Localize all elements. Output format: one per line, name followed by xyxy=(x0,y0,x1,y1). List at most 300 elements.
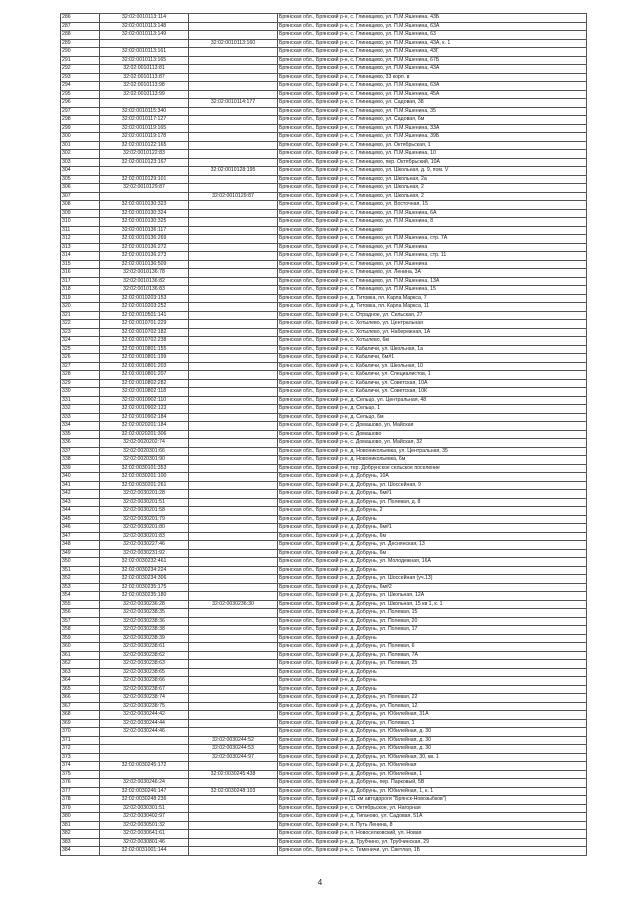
address: Брянская обл., Брянский р-н, д. Добрунь, ул. Полевая, 1 xyxy=(278,719,587,728)
cadastral-number: 32:02:0030245:172 xyxy=(100,762,189,771)
address: Брянская обл., Брянский р-н, с. Домашово, ул. Майская xyxy=(278,422,587,431)
row-number: 370 xyxy=(61,728,100,737)
address: Брянская обл., Брянский р-н, д. Добрунь, ул. Юбилейная, 1 xyxy=(278,770,587,779)
parent-cadastral-number xyxy=(189,294,278,303)
cadastral-number: 32:02:0010113:87 xyxy=(100,73,189,82)
parent-cadastral-number xyxy=(189,269,278,278)
address: Брянская обл., Брянский р-н, с. Глинищево, ул. П.М.Яшенина, 43А, к. 1 xyxy=(278,39,587,48)
cadastral-number: 32:02:0010136:78 xyxy=(100,269,189,278)
address: Брянская обл., Брянский р-н, д. Новоникольевка, 6м xyxy=(278,456,587,465)
cadastral-number: 32:02:0010113:98 xyxy=(100,82,189,91)
row-number: 332 xyxy=(61,405,100,414)
parent-cadastral-number xyxy=(189,82,278,91)
row-number: 304 xyxy=(61,167,100,176)
cadastral-number xyxy=(100,770,189,779)
parent-cadastral-number xyxy=(189,337,278,346)
address: Брянская обл., Брянский р-н, д. Добрунь, ул. Полевая, 25 xyxy=(278,660,587,669)
row-number: 299 xyxy=(61,124,100,133)
row-number: 329 xyxy=(61,379,100,388)
cadastral-number: 32:02:0030235:180 xyxy=(100,592,189,601)
table-row xyxy=(61,609,587,618)
row-number: 326 xyxy=(61,354,100,363)
address: Брянская обл., Брянский р-н, с. Глинищево, ул. Школьная, 2 xyxy=(278,192,587,201)
table-row xyxy=(61,736,587,745)
table-row xyxy=(61,90,587,99)
address: Брянская обл., Брянский р-н, с. Кабаличи, ул. Специалистов, 1 xyxy=(278,371,587,380)
table-row xyxy=(61,830,587,839)
cadastral-number: 32:02:0030238:39 xyxy=(100,634,189,643)
cadastral-number: 32:02:0010122:165 xyxy=(100,141,189,150)
table-row xyxy=(61,617,587,626)
row-number: 378 xyxy=(61,796,100,805)
table-row xyxy=(61,515,587,524)
cadastral-number: 32:02:0030201:100 xyxy=(100,473,189,482)
address: Брянская обл., Брянский р-н, с. Кабаличи, ул. Советская, 10К xyxy=(278,388,587,397)
address: Брянская обл., Брянский р-н, с. Глинищево, ул. П.М.Яшенина, 43Г xyxy=(278,48,587,57)
document-page xyxy=(60,13,580,856)
row-number: 288 xyxy=(61,31,100,40)
row-number: 331 xyxy=(61,396,100,405)
table-row xyxy=(61,413,587,422)
parent-cadastral-number xyxy=(189,413,278,422)
cadastral-number: 32:02:0030238:35 xyxy=(100,609,189,618)
address: Брянская обл., Брянский р-н, д. Добрунь, ул. Юбилейная, д. 30 xyxy=(278,745,587,754)
cadastral-number: 32:02:0010701:229 xyxy=(100,320,189,329)
table-row xyxy=(61,566,587,575)
row-number: 333 xyxy=(61,413,100,422)
row-number: 290 xyxy=(61,48,100,57)
address: Брянская обл., Брянский р-н, с. Глинищево, ул. Школьная, 2а xyxy=(278,175,587,184)
address: Брянская обл., Брянский р-н, с. Глинищево, ул. П.М.Яшенина, 39Б xyxy=(278,133,587,142)
cadastral-number: 32:02:0010123:167 xyxy=(100,158,189,167)
table-row xyxy=(61,558,587,567)
address: Брянская обл., Брянский р-н, с. Глинищево, ул. Школьная, д. 9, пом. V xyxy=(278,167,587,176)
row-number: 377 xyxy=(61,787,100,796)
row-number: 323 xyxy=(61,328,100,337)
row-number: 356 xyxy=(61,609,100,618)
cadastral-number: 32:02:0010113:81 xyxy=(100,65,189,74)
row-number: 306 xyxy=(61,184,100,193)
table-row xyxy=(61,498,587,507)
cadastral-number: 32:02:0030236:28 xyxy=(100,600,189,609)
row-number: 293 xyxy=(61,73,100,82)
parent-cadastral-number xyxy=(189,702,278,711)
parent-cadastral-number: 32:02:0010128:195 xyxy=(189,167,278,176)
parent-cadastral-number xyxy=(189,150,278,159)
parent-cadastral-number xyxy=(189,133,278,142)
address: Брянская обл., Брянский р-н, с. Глинищево, ул. П.М.Яшенина, 35 xyxy=(278,107,587,116)
parent-cadastral-number xyxy=(189,252,278,261)
cadastral-number: 32:02:0030402:97 xyxy=(100,813,189,822)
row-number: 369 xyxy=(61,719,100,728)
parent-cadastral-number xyxy=(189,617,278,626)
cadastral-number xyxy=(100,167,189,176)
table-row xyxy=(61,728,587,737)
parent-cadastral-number xyxy=(189,116,278,125)
cadastral-number: 32:02:0030238:74 xyxy=(100,694,189,703)
row-number: 296 xyxy=(61,99,100,108)
address: Брянская обл., Брянский р-н, с. Хотылево, ул. Набережная, 1А xyxy=(278,328,587,337)
cadastral-number: 32:02:0010203:252 xyxy=(100,303,189,312)
address: Брянская обл., Брянский р-н, с. Глинищево, ул. П.М.Яшенина, 10 xyxy=(278,150,587,159)
parent-cadastral-number: 32:02:0030248:103 xyxy=(189,787,278,796)
table-row xyxy=(61,430,587,439)
parent-cadastral-number xyxy=(189,73,278,82)
parent-cadastral-number xyxy=(189,14,278,23)
address: Брянская обл., Брянский р-н, д. Добрунь xyxy=(278,677,587,686)
address: Брянская обл., Брянский р-н, д. Добрунь, 2 xyxy=(278,507,587,516)
parent-cadastral-number xyxy=(189,685,278,694)
row-number: 327 xyxy=(61,362,100,371)
parent-cadastral-number xyxy=(189,345,278,354)
cadastral-number: 32:02:0010801:207 xyxy=(100,371,189,380)
parent-cadastral-number xyxy=(189,456,278,465)
cadastral-number: 32:02:0030201:51 xyxy=(100,498,189,507)
address: Брянская обл., Брянский р-н, с. Глинищево, ул. П.М.Яшенина xyxy=(278,260,587,269)
address: Брянская обл., Брянский р-н, п. Новоселковский, ул. Новая xyxy=(278,830,587,839)
cadastral-number: 32:02:0030234:224 xyxy=(100,566,189,575)
address: Брянская обл., Брянский р-н, д. Новоникольевка, ул. Центральная, 35 xyxy=(278,447,587,456)
row-number: 381 xyxy=(61,821,100,830)
address: Брянская обл., Брянский р-н, д. Добрунь xyxy=(278,668,587,677)
table-row xyxy=(61,371,587,380)
address: Брянская обл., Брянский р-н, с. Глинищево, ул. П.М.Яшенина, 8 xyxy=(278,218,587,227)
row-number: 318 xyxy=(61,286,100,295)
address: Брянская обл., Брянский р-н, д. Добрунь, ул. Полевая, 6 xyxy=(278,643,587,652)
row-number: 373 xyxy=(61,753,100,762)
parent-cadastral-number xyxy=(189,328,278,337)
parent-cadastral-number xyxy=(189,541,278,550)
row-number: 361 xyxy=(61,651,100,660)
address: Брянская обл., Брянский р-н, с. Глинищево, ул. П.М.Яшенина, 15 xyxy=(278,286,587,295)
row-number: 292 xyxy=(61,65,100,74)
parent-cadastral-number xyxy=(189,796,278,805)
parent-cadastral-number xyxy=(189,515,278,524)
cadastral-number: 32:02:0020301:90 xyxy=(100,456,189,465)
cadastral-number: 32:02:0010902:123 xyxy=(100,405,189,414)
table-row xyxy=(61,124,587,133)
row-number: 384 xyxy=(61,847,100,856)
parent-cadastral-number xyxy=(189,388,278,397)
address: Брянская обл., Брянский р-н, д. Добрунь, ул. Школьная, 12А xyxy=(278,592,587,601)
row-number: 363 xyxy=(61,668,100,677)
cadastral-number: 32:02:0030248:236 xyxy=(100,796,189,805)
table-row xyxy=(61,813,587,822)
parent-cadastral-number xyxy=(189,583,278,592)
cadastral-number: 32:02:0010136:82 xyxy=(100,277,189,286)
cadastral-number: 32:02:0030234:306 xyxy=(100,575,189,584)
object-table xyxy=(60,13,587,856)
row-number: 322 xyxy=(61,320,100,329)
table-row xyxy=(61,73,587,82)
parent-cadastral-number xyxy=(189,218,278,227)
table-row xyxy=(61,116,587,125)
cadastral-number: 32:02:0030238:63 xyxy=(100,660,189,669)
row-number: 294 xyxy=(61,82,100,91)
table-row xyxy=(61,677,587,686)
table-row xyxy=(61,847,587,856)
cadastral-number: 32:02:0030232:461 xyxy=(100,558,189,567)
row-number: 328 xyxy=(61,371,100,380)
parent-cadastral-number xyxy=(189,405,278,414)
parent-cadastral-number xyxy=(189,184,278,193)
parent-cadastral-number xyxy=(189,490,278,499)
table-row xyxy=(61,14,587,23)
address: Брянская обл., Брянский р-н, п. Путь Ленина, 8 xyxy=(278,821,587,830)
table-row xyxy=(61,226,587,235)
address: Брянская обл., Брянский р-н, с. Глинищево xyxy=(278,226,587,235)
row-number: 316 xyxy=(61,269,100,278)
address: Брянская обл., Брянский р-н, д. Добрунь, ул. Шоссейная, 9 xyxy=(278,481,587,490)
row-number: 343 xyxy=(61,498,100,507)
parent-cadastral-number xyxy=(189,107,278,116)
cadastral-number: 32:02:0030238:62 xyxy=(100,651,189,660)
address: Брянская обл., Брянский р-н, д. Титовка, пл. Карла Маркса, 7 xyxy=(278,294,587,303)
table-row xyxy=(61,685,587,694)
cadastral-number: 32:02:0030238:75 xyxy=(100,702,189,711)
table-row xyxy=(61,201,587,210)
cadastral-number: 32:02:0030246:24 xyxy=(100,779,189,788)
row-number: 358 xyxy=(61,626,100,635)
address: Брянская обл., Брянский р-н (11 км автодороги "Брянск-Новозыбков") xyxy=(278,796,587,805)
parent-cadastral-number xyxy=(189,719,278,728)
table-row xyxy=(61,532,587,541)
table-row xyxy=(61,396,587,405)
row-number: 336 xyxy=(61,439,100,448)
row-number: 362 xyxy=(61,660,100,669)
address: Брянская обл., Брянский р-н, д. Добрунь, 6м#2 xyxy=(278,583,587,592)
parent-cadastral-number xyxy=(189,660,278,669)
parent-cadastral-number xyxy=(189,235,278,244)
table-row xyxy=(61,592,587,601)
table-row xyxy=(61,362,587,371)
address: Брянская обл., Брянский р-н, с. Домашово xyxy=(278,430,587,439)
address: Брянская обл., Брянский р-н, д. Добрунь, ул. Полевая, 20 xyxy=(278,617,587,626)
address: Брянская обл., Брянский р-н, д. Добрунь, ул. Полевая, 17 xyxy=(278,626,587,635)
cadastral-number: 32:02:0030238:65 xyxy=(100,668,189,677)
parent-cadastral-number xyxy=(189,362,278,371)
cadastral-number: 32:02:0030501:32 xyxy=(100,821,189,830)
parent-cadastral-number xyxy=(189,141,278,150)
address: Брянская обл., Брянский р-н, с. Кабаличи, ул. Школьная, 10 xyxy=(278,362,587,371)
parent-cadastral-number xyxy=(189,396,278,405)
table-row xyxy=(61,345,587,354)
cadastral-number: 32:02:0030235:175 xyxy=(100,583,189,592)
address: Брянская обл., Брянский р-н, с. Глинищево, ул. П.М.Яшенина, 33А xyxy=(278,124,587,133)
table-row xyxy=(61,838,587,847)
parent-cadastral-number xyxy=(189,838,278,847)
table-row xyxy=(61,464,587,473)
parent-cadastral-number: 32:02:0030236:30 xyxy=(189,600,278,609)
cadastral-number: 32:02:0010113:161 xyxy=(100,48,189,57)
page-number: 4 xyxy=(317,878,323,887)
address: Брянская обл., Брянский р-н, д. Добрунь, ул. Полевая, 15 xyxy=(278,609,587,618)
parent-cadastral-number xyxy=(189,430,278,439)
table-row xyxy=(61,651,587,660)
parent-cadastral-number xyxy=(189,668,278,677)
address: Брянская обл., Брянский р-н, д. Сельцо, 6м xyxy=(278,413,587,422)
table-row xyxy=(61,456,587,465)
address: Брянская обл., Брянский р-н, с. Глинищево, ул. П.М.Яшенина xyxy=(278,243,587,252)
table-row xyxy=(61,286,587,295)
address: Брянская обл., Брянский р-н, д. Добрунь, ул. Полевая, 22 xyxy=(278,694,587,703)
cadastral-number: 32:02:0020301:66 xyxy=(100,447,189,456)
address: Брянская обл., Брянский р-н, д. Добрунь, 6м xyxy=(278,549,587,558)
cadastral-number: 32:02:0010702:238 xyxy=(100,337,189,346)
row-number: 338 xyxy=(61,456,100,465)
cadastral-number: 32:02:0010113:114 xyxy=(100,14,189,23)
address: Брянская обл., Брянский р-н, с. Глинищево, ул. П.М.Яшенина, 13А xyxy=(278,277,587,286)
cadastral-number: 32:02:0030201:80 xyxy=(100,524,189,533)
address: Брянская обл., Брянский р-н, с. Глинищево, ул. Ленина, 3А xyxy=(278,269,587,278)
address: Брянская обл., Брянский р-н, с. Глинищево, ул. Октябрьская, 1 xyxy=(278,141,587,150)
parent-cadastral-number xyxy=(189,549,278,558)
table-row xyxy=(61,524,587,533)
parent-cadastral-number xyxy=(189,48,278,57)
cadastral-number: 32:02:0030238:38 xyxy=(100,626,189,635)
table-row xyxy=(61,303,587,312)
address: Брянская обл., Брянский р-н, с. Глинищево, ул. Садовая, 38 xyxy=(278,99,587,108)
cadastral-number: 32:02:0020201:306 xyxy=(100,430,189,439)
parent-cadastral-number xyxy=(189,277,278,286)
address: Брянская обл., Брянский р-н, тер. Добрунское сельское поселение xyxy=(278,464,587,473)
table-row xyxy=(61,39,587,48)
cadastral-number: 32:02:0010136:273 xyxy=(100,252,189,261)
table-row xyxy=(61,481,587,490)
cadastral-number xyxy=(100,736,189,745)
address: Брянская обл., Брянский р-н, д. Добрунь, ул. Шоссейная (уч.13) xyxy=(278,575,587,584)
row-number: 376 xyxy=(61,779,100,788)
cadastral-number: 32:02:0010702:182 xyxy=(100,328,189,337)
table-row xyxy=(61,575,587,584)
parent-cadastral-number xyxy=(189,779,278,788)
row-number: 355 xyxy=(61,600,100,609)
address: Брянская обл., Брянский р-н, д. Добрунь, ул. Юбилейная, 1, к. 1 xyxy=(278,787,587,796)
cadastral-number: 32:02:0020202:74 xyxy=(100,439,189,448)
row-number: 298 xyxy=(61,116,100,125)
table-row xyxy=(61,634,587,643)
parent-cadastral-number xyxy=(189,379,278,388)
row-number: 353 xyxy=(61,583,100,592)
cadastral-number: 32:02:0010801:203 xyxy=(100,362,189,371)
row-number: 287 xyxy=(61,22,100,31)
table-row xyxy=(61,702,587,711)
cadastral-number xyxy=(100,745,189,754)
table-row xyxy=(61,48,587,57)
cadastral-number: 32:02:0030238:61 xyxy=(100,643,189,652)
row-number: 351 xyxy=(61,566,100,575)
parent-cadastral-number xyxy=(189,447,278,456)
row-number: 315 xyxy=(61,260,100,269)
table-row xyxy=(61,719,587,728)
parent-cadastral-number xyxy=(189,804,278,813)
cadastral-number: 32:02:0030801:46 xyxy=(100,838,189,847)
parent-cadastral-number xyxy=(189,532,278,541)
address: Брянская обл., Брянский р-н, д. Добрунь, ул. Молодежная, 16А xyxy=(278,558,587,567)
row-number: 317 xyxy=(61,277,100,286)
cadastral-number: 32:02:0010501:141 xyxy=(100,311,189,320)
table-row xyxy=(61,422,587,431)
table-row xyxy=(61,218,587,227)
address: Брянская обл., Брянский р-н, д. Добрунь, 6м#1 xyxy=(278,490,587,499)
cadastral-number: 32:02:0030201:261 xyxy=(100,481,189,490)
table-row xyxy=(61,31,587,40)
cadastral-number: 32:02:0010136:272 xyxy=(100,243,189,252)
address: Брянская обл., Брянский р-н, с. Глинищево, ул. П.М.Яшенина, стр. 11 xyxy=(278,252,587,261)
table-row xyxy=(61,379,587,388)
address: Брянская обл., Брянский р-н, д. Сельцо, 1 xyxy=(278,405,587,414)
parent-cadastral-number: 32:02:0030244:53 xyxy=(189,745,278,754)
parent-cadastral-number xyxy=(189,830,278,839)
row-number: 310 xyxy=(61,218,100,227)
table-row xyxy=(61,473,587,482)
cadastral-number: 32:02:0010122:83 xyxy=(100,150,189,159)
row-number: 321 xyxy=(61,311,100,320)
address: Брянская обл., Брянский р-н, с. Отрадное, ул. Сельская, 27 xyxy=(278,311,587,320)
parent-cadastral-number xyxy=(189,626,278,635)
table-row xyxy=(61,753,587,762)
address: Брянская обл., Брянский р-н, с. Глинищево, ул. Школьная, 2 xyxy=(278,184,587,193)
cadastral-number: 32:02:0010130:323 xyxy=(100,201,189,210)
address: Брянская обл., Брянский р-н, с. Глинищево, ул. П.М.Яшенина, 6А xyxy=(278,209,587,218)
row-number: 307 xyxy=(61,192,100,201)
table-row xyxy=(61,107,587,116)
table-row xyxy=(61,184,587,193)
parent-cadastral-number xyxy=(189,286,278,295)
cadastral-number: 32:02:0030246:147 xyxy=(100,787,189,796)
table-row xyxy=(61,745,587,754)
table-row xyxy=(61,277,587,286)
parent-cadastral-number xyxy=(189,711,278,720)
table-row xyxy=(61,541,587,550)
row-number: 365 xyxy=(61,685,100,694)
cadastral-number: 32:02:0010203:153 xyxy=(100,294,189,303)
address: Брянская обл., Брянский р-н, с. Хотылево, 6м xyxy=(278,337,587,346)
table-row xyxy=(61,269,587,278)
address: Брянская обл., Брянский р-н, д. Добрунь, ул. Юбилейная, д. 30 xyxy=(278,728,587,737)
row-number: 337 xyxy=(61,447,100,456)
row-number: 372 xyxy=(61,745,100,754)
table-row xyxy=(61,167,587,176)
row-number: 303 xyxy=(61,158,100,167)
parent-cadastral-number xyxy=(189,320,278,329)
cadastral-number: 32:02:0020201:184 xyxy=(100,422,189,431)
row-number: 375 xyxy=(61,770,100,779)
row-number: 345 xyxy=(61,515,100,524)
row-number: 350 xyxy=(61,558,100,567)
table-row xyxy=(61,549,587,558)
table-row xyxy=(61,583,587,592)
parent-cadastral-number xyxy=(189,439,278,448)
row-number: 314 xyxy=(61,252,100,261)
cadastral-number: 32:02:0010802:118 xyxy=(100,388,189,397)
row-number: 302 xyxy=(61,150,100,159)
table-row xyxy=(61,711,587,720)
parent-cadastral-number xyxy=(189,609,278,618)
parent-cadastral-number: 32:02:0030245:438 xyxy=(189,770,278,779)
table-row xyxy=(61,354,587,363)
cadastral-number: 32:02:0010136:117 xyxy=(100,226,189,235)
table-row xyxy=(61,779,587,788)
cadastral-number: 32:02:0010129:101 xyxy=(100,175,189,184)
address: Брянская обл., Брянский р-н, с. Глинищево, ул. Восточная, 15 xyxy=(278,201,587,210)
address: Брянская обл., Брянский р-н, д. Сельцо, ул. Центральная, 48 xyxy=(278,396,587,405)
table-row xyxy=(61,209,587,218)
cadastral-number: 32:02:0010136:269 xyxy=(100,235,189,244)
cadastral-number: 32:02:0030101:353 xyxy=(100,464,189,473)
parent-cadastral-number xyxy=(189,371,278,380)
cadastral-number xyxy=(100,99,189,108)
